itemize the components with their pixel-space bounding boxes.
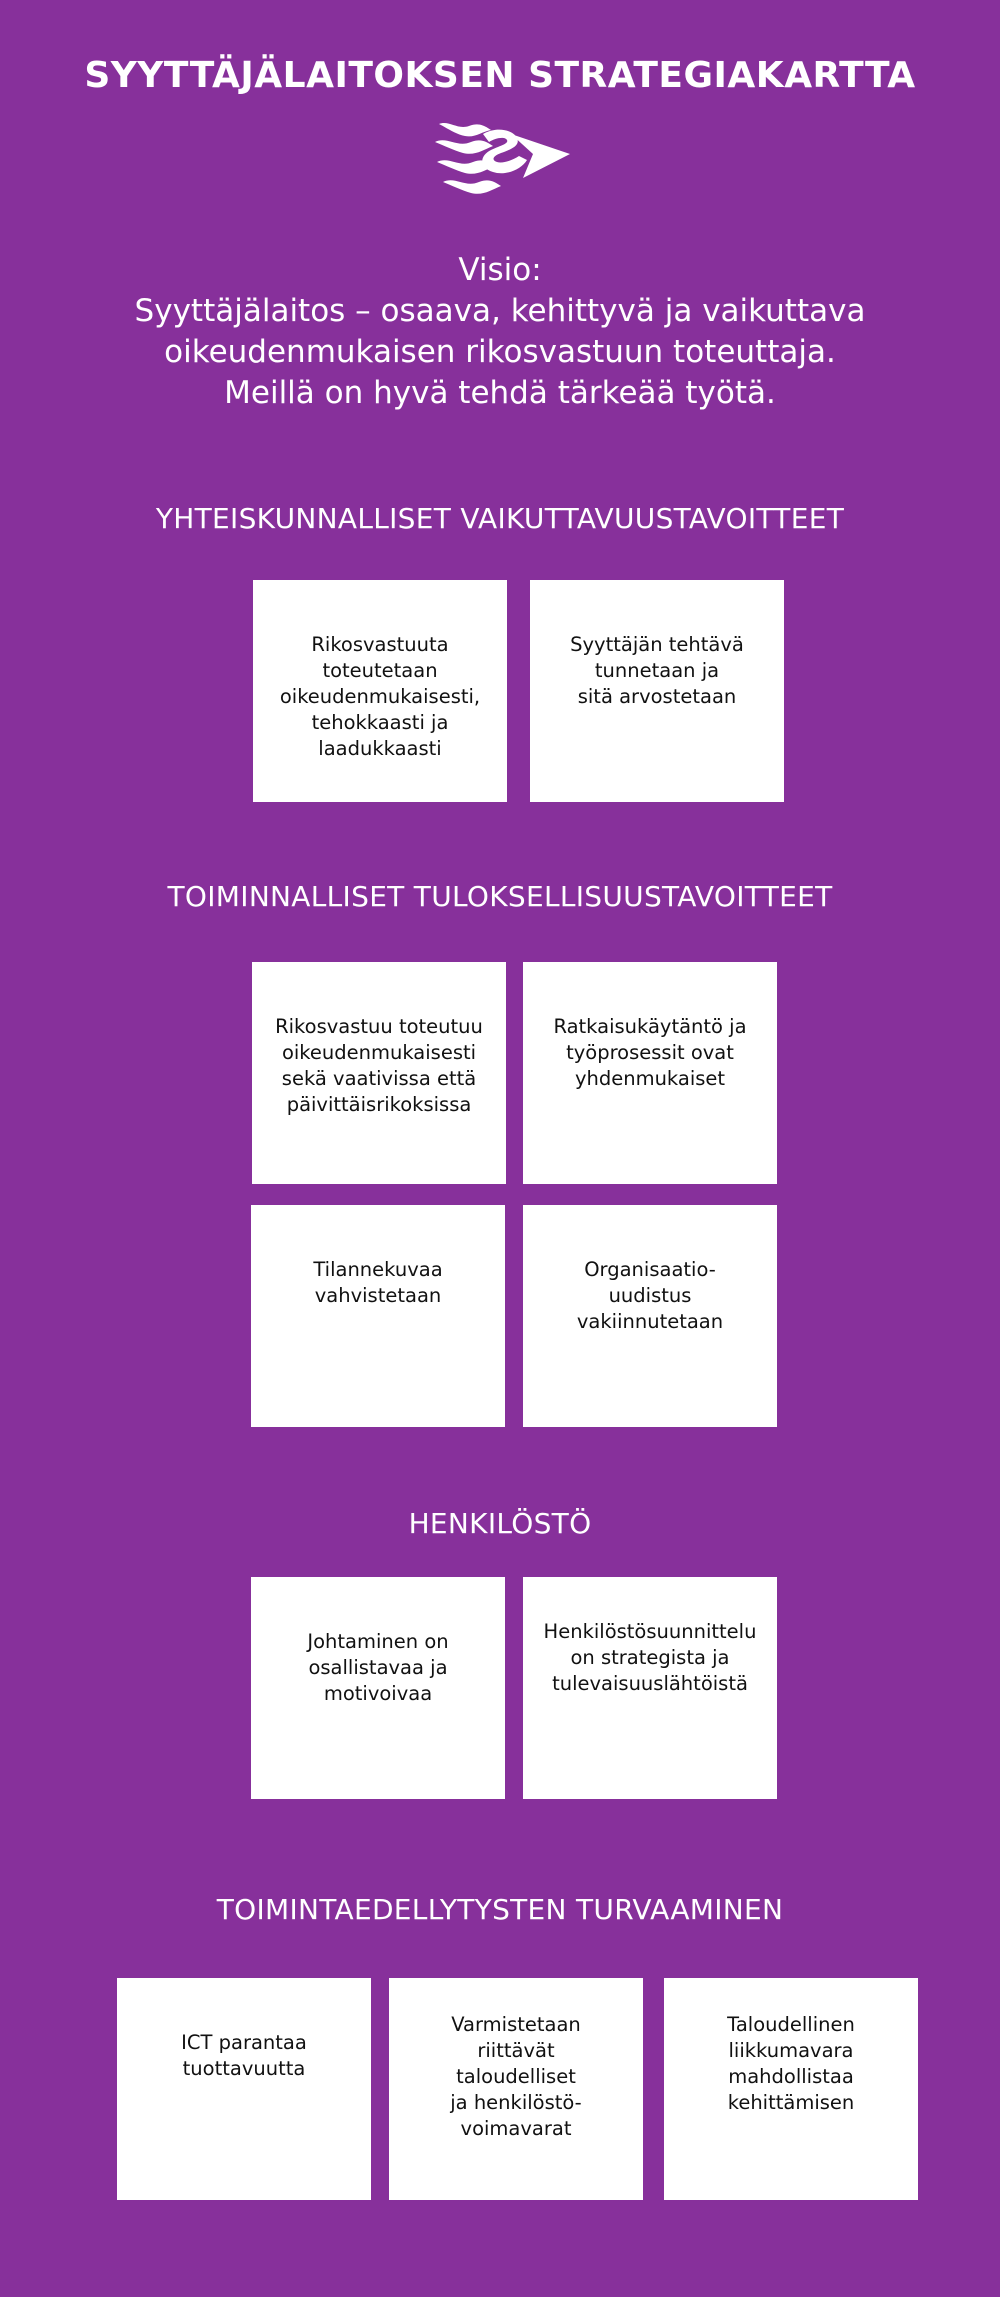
card-text: vakiinnutetaan bbox=[576, 1310, 724, 1333]
vision-line: Syyttäjälaitos – osaava, kehittyvä ja vaikuttava bbox=[134, 293, 866, 329]
card-text: tuottavuutta bbox=[182, 2057, 306, 2080]
card-text: osallistavaa ja bbox=[308, 1656, 448, 1679]
card-text: Varmistetaan bbox=[451, 2013, 581, 2036]
card-text: ICT parantaa bbox=[181, 2031, 307, 2054]
bottom-border bbox=[0, 2297, 1000, 2301]
goal-card bbox=[530, 580, 784, 802]
card-text: Tilannekuvaa bbox=[313, 1258, 443, 1281]
section-heading-societal-impact: YHTEISKUNNALLISET VAIKUTTAVUUSTAVOITTEET bbox=[155, 502, 845, 535]
goal-card bbox=[253, 580, 507, 802]
card-text: kehittämisen bbox=[727, 2091, 855, 2114]
goal-card bbox=[389, 1978, 643, 2200]
vision-line: oikeudenmukaisen rikosvastuun toteuttaja. bbox=[164, 334, 836, 370]
card-text: on strategista ja bbox=[570, 1646, 730, 1669]
card-text: oikeudenmukaisesti, bbox=[279, 685, 481, 708]
goal-card bbox=[251, 1577, 505, 1799]
card-text: Henkilöstösuunnittelu bbox=[543, 1620, 757, 1643]
card-text: työprosessit ovat bbox=[566, 1041, 734, 1064]
card-text: tehokkaasti ja bbox=[311, 711, 449, 734]
card-text: mahdollistaa bbox=[728, 2065, 854, 2088]
card-text: taloudelliset bbox=[456, 2065, 576, 2088]
goal-card bbox=[117, 1978, 371, 2200]
card-text: motivoivaa bbox=[323, 1682, 433, 1705]
card-text: liikkumavara bbox=[728, 2039, 854, 2062]
card-text: sitä arvostetaan bbox=[577, 685, 737, 708]
card-text: laadukkaasti bbox=[318, 737, 442, 760]
goal-card bbox=[523, 1577, 777, 1799]
card-text: ja henkilöstö- bbox=[450, 2091, 582, 2114]
card-text: Johtaminen on bbox=[307, 1630, 449, 1653]
card-text: Rikosvastuuta bbox=[311, 633, 449, 656]
card-text: toteutetaan bbox=[322, 659, 438, 682]
vision-label: Visio: bbox=[458, 252, 542, 288]
section-heading-operating-conditions: TOIMINTAEDELLYTYSTEN TURVAAMINEN bbox=[216, 1893, 784, 1926]
card-text: oikeudenmukaisesti bbox=[281, 1041, 477, 1064]
card-text: Taloudellinen bbox=[727, 2013, 855, 2036]
vision-statement bbox=[0, 250, 1000, 414]
card-text: sekä vaativissa että bbox=[281, 1067, 477, 1090]
prosecution-service-logo-icon bbox=[435, 120, 570, 198]
card-text: tulevaisuuslähtöistä bbox=[552, 1672, 748, 1695]
section-heading-operational-performance: TOIMINNALLISET TULOKSELLISUUSTAVOITTEET bbox=[167, 880, 833, 913]
vision-line: Meillä on hyvä tehdä tärkeää työtä. bbox=[224, 375, 776, 411]
card-text: Organisaatio- bbox=[584, 1258, 716, 1281]
card-text: Syyttäjän tehtävä bbox=[570, 633, 744, 656]
goal-card bbox=[523, 1205, 777, 1427]
goal-card bbox=[251, 1205, 505, 1427]
card-text: voimavarat bbox=[460, 2117, 572, 2140]
goal-card bbox=[664, 1978, 918, 2200]
section-heading-personnel: HENKILÖSTÖ bbox=[408, 1507, 592, 1540]
card-text: Rikosvastuu toteutuu bbox=[275, 1015, 483, 1038]
card-text: päivittäisrikoksissa bbox=[286, 1093, 472, 1116]
goal-card bbox=[252, 962, 506, 1184]
card-text: yhdenmukaiset bbox=[574, 1067, 726, 1090]
card-text: vahvistetaan bbox=[314, 1284, 442, 1307]
page-title: SYYTTÄJÄLAITOKSEN STRATEGIAKARTTA bbox=[84, 55, 916, 96]
card-text: uudistus bbox=[608, 1284, 692, 1307]
goal-card bbox=[523, 962, 777, 1184]
card-text: Ratkaisukäytäntö ja bbox=[553, 1015, 747, 1038]
card-text: tunnetaan ja bbox=[594, 659, 720, 682]
card-text: riittävät bbox=[477, 2039, 555, 2062]
